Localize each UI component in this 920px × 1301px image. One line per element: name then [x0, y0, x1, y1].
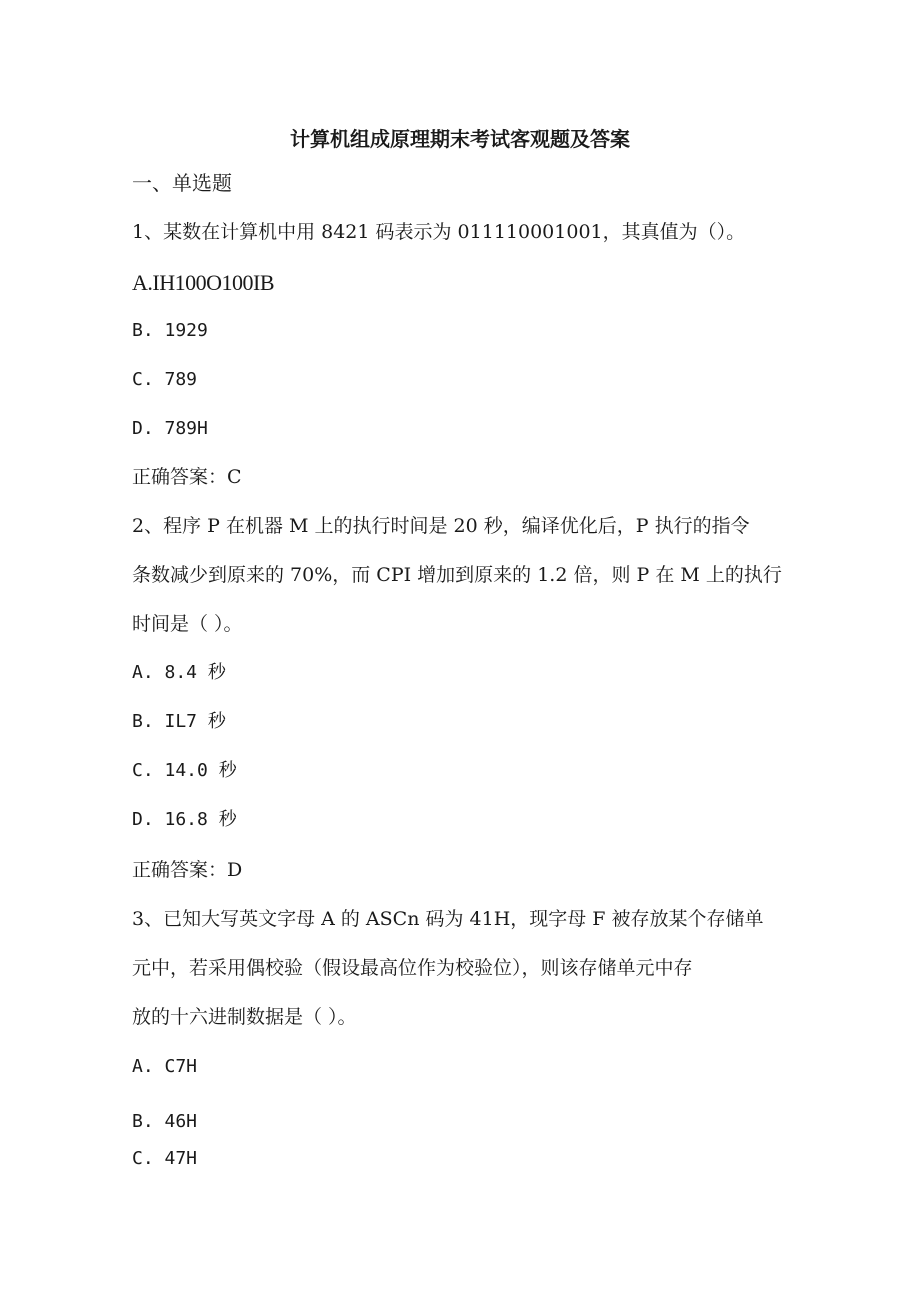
section-heading: 一、单选题 [132, 171, 232, 195]
question-2-answer: 正确答案：D [132, 859, 243, 881]
question-3-option-a: A. C7H [132, 1056, 198, 1077]
question-2-option-d: D. 16.8 秒 [132, 809, 237, 830]
question-1-option-c: C. 789 [132, 369, 198, 390]
question-2-stem-line-2: 条数减少到原来的 70%，而 CPI 增加到原来的 1.2 倍，则 P 在 M 上的执行 [132, 564, 782, 586]
question-2-option-b: B. IL7 秒 [132, 711, 226, 732]
question-1-answer: 正确答案：C [132, 466, 242, 488]
question-2-stem-line-3: 时间是（ ）。 [132, 613, 243, 635]
question-3-stem-line-1: 3、已知大写英文字母 A 的 ASCn 码为 41H，现字母 F 被存放某个存储单 [132, 908, 764, 930]
question-1-option-d: D. 789H [132, 418, 208, 439]
question-2-stem-line-1: 2、程序 P 在机器 M 上的执行时间是 20 秒，编译优化后，P 执行的指令 [132, 515, 750, 537]
document-title: 计算机组成原理期末考试客观题及答案 [290, 127, 630, 151]
question-3-option-b: B. 46H [132, 1111, 198, 1132]
question-1-option-a: A.IH100O100IB [132, 270, 274, 295]
question-2-option-c: C. 14.0 秒 [132, 760, 237, 781]
question-3-option-c: C. 47H [132, 1148, 198, 1169]
question-1-option-b: B. 1929 [132, 320, 208, 341]
question-2-option-a: A. 8.4 秒 [132, 662, 226, 683]
question-3-stem-line-3: 放的十六进制数据是（ ）。 [132, 1006, 357, 1028]
question-3-stem-line-2: 元中，若采用偶校验（假设最高位作为校验位），则该存储单元中存 [132, 957, 693, 979]
question-1-stem-line-1: 1、某数在计算机中用 8421 码表示为 011110001001，其真值为（）。 [132, 221, 746, 243]
